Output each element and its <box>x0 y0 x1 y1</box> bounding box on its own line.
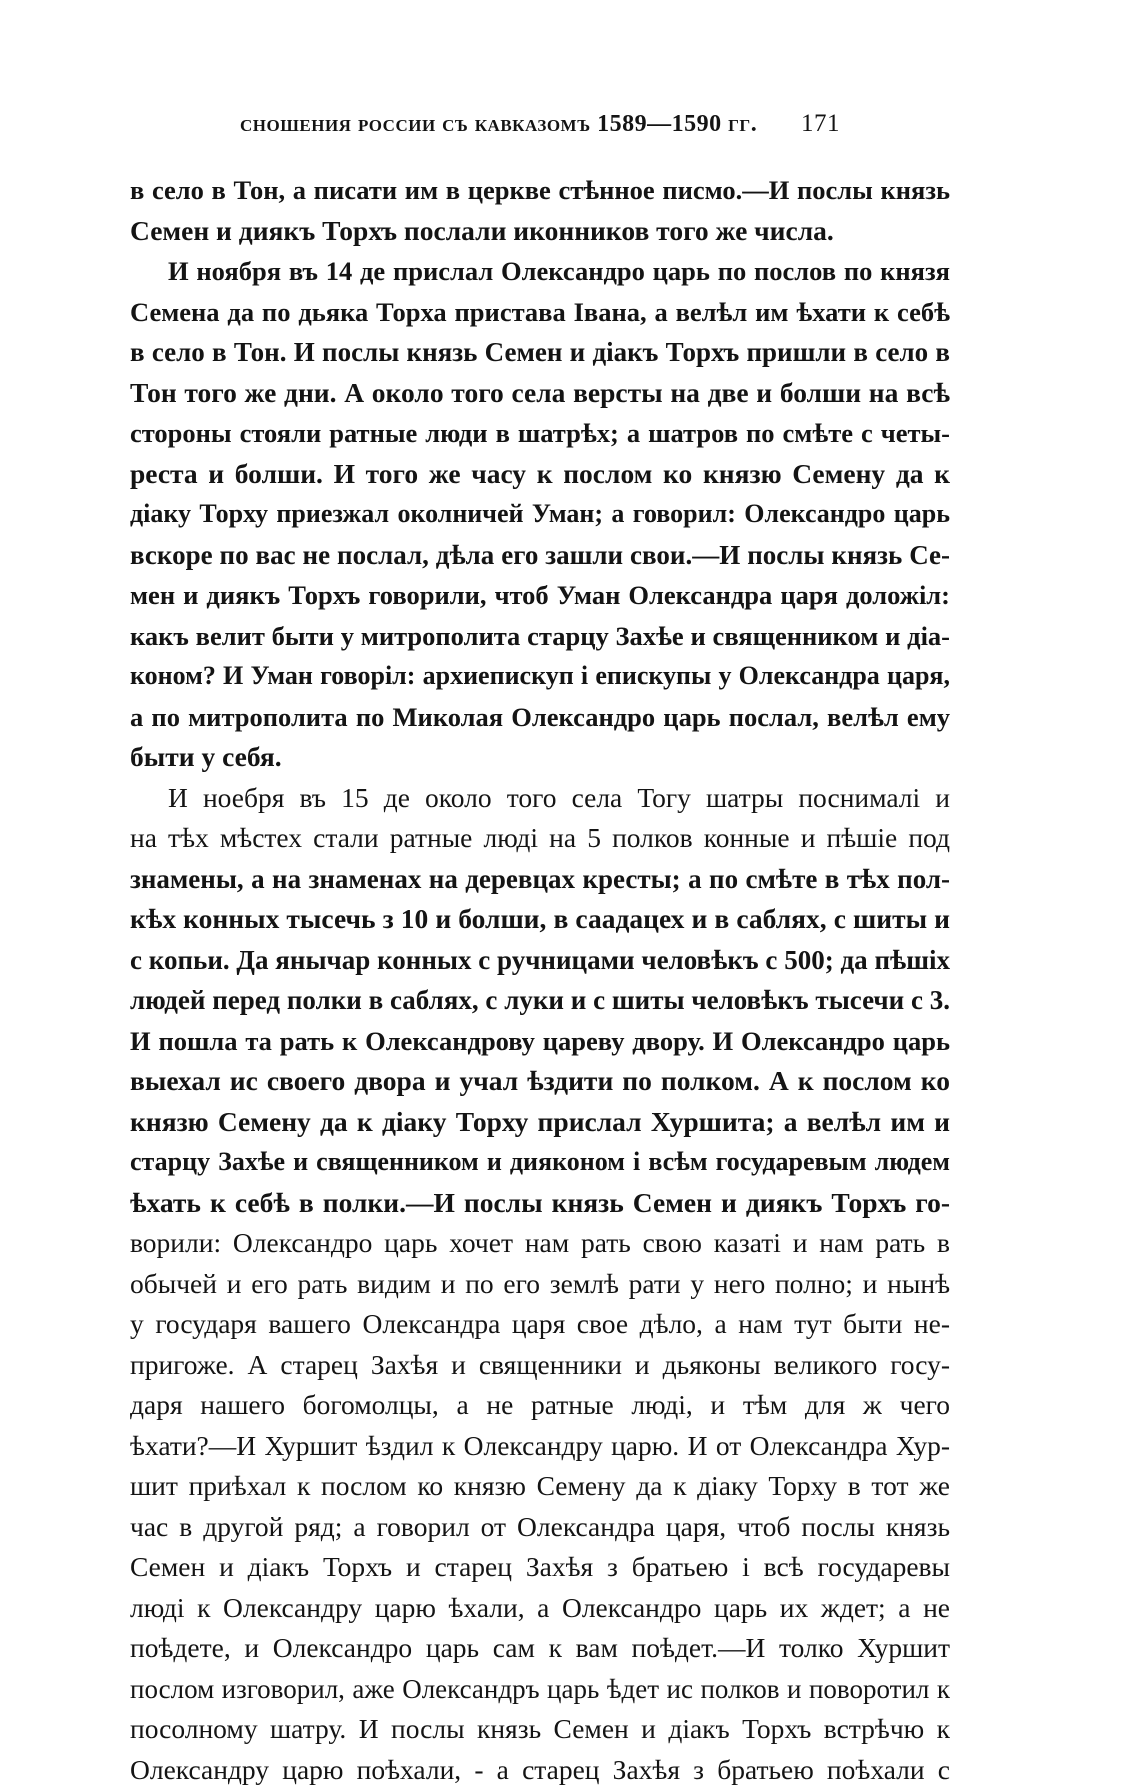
body-text <box>130 170 950 1790</box>
text-line: пригоже. А старец Захѣя и священники и дьяконы великого госу- <box>130 1345 950 1386</box>
text-line: И пошла та рать к Олександрову цареву двору. И Олександро царь <box>130 1021 950 1062</box>
text-line: выехал ис своего двора и учал ѣздити по полком. А к послом ко <box>130 1061 950 1102</box>
text-line: в село в Тон, а писати им в церкве стѣнное писмо.—И послы князь <box>130 170 950 211</box>
text-line: мен и диякъ Торхъ говорили, чтоб Уман Олександра царя доложіл: <box>130 575 950 616</box>
text-line: час в другой ряд; а говорил от Олександра царя, чтоб послы князь <box>130 1507 950 1548</box>
text-line: на тѣх мѣстех стали ратные люді на 5 полков конные и пѣшіе под <box>130 818 950 859</box>
text-line: кѣх конных тысечь з 10 и болши, в саадацех и в саблях, с шиты и <box>130 899 950 940</box>
running-head <box>240 110 840 138</box>
text-line: вскоре по вас не послал, дѣла его зашли свои.—И послы князь Се- <box>130 535 950 576</box>
text-line: діаку Торху приезжал околничей Уман; а говорил: Олександро царь <box>130 494 950 535</box>
text-line: люді к Олександру царю ѣхали, а Олександро царь их ждет; а не <box>130 1588 950 1629</box>
text-line: Тон того же дни. А около того села версты на две и болши на всѣ <box>130 373 950 414</box>
text-line: какъ велит быти у митрополита старцу Захѣе и священником и діа- <box>130 616 950 657</box>
text-line: князю Семену да к діаку Торху прислал Хуршита; а велѣл им и <box>130 1102 950 1143</box>
text-line: И ноебря въ 15 де около того села Тогу шатры поснималі и <box>130 778 950 819</box>
text-line: Семен и діакъ Торхъ и старец Захѣя з братьею і всѣ государевы <box>130 1547 950 1588</box>
text-line: даря нашего богомолцы, а не ратные люді, и тѣм для ж чего <box>130 1385 950 1426</box>
text-line: знамены, а на знаменах на деревцах кресты; а по смѣте в тѣх пол- <box>130 859 950 900</box>
text-line: у государя вашего Олександра царя свое дѣло, а нам тут быти не- <box>130 1304 950 1345</box>
running-head-title: сношения россии съ кавказомъ 1589—1590 гг. <box>240 111 757 138</box>
text-line: ѣхати?—И Хуршит ѣздил к Олександру царю. И от Олександра Хур- <box>130 1426 950 1467</box>
text-line: Семена да по дьяка Торха пристава Івана, а велѣл им ѣхати к себѣ <box>130 292 950 333</box>
text-line: а по митрополита по Миколая Олександро царь послал, велѣл ему <box>130 697 950 738</box>
text-line: Олександру царю поѣхали, - а старец Захѣя з братьею поѣхали с <box>130 1750 950 1790</box>
text-line: посолному шатру. И послы князь Семен и діакъ Торхъ встрѣчю к <box>130 1709 950 1750</box>
page-number: 171 <box>801 110 840 138</box>
text-line: в село в Тон. И послы князь Семен и діакъ Торхъ пришли в село в <box>130 332 950 373</box>
text-line: стороны стояли ратные люди в шатрѣх; а шатров по смѣте с четы- <box>130 413 950 454</box>
text-line: поѣдете, и Олександро царь сам к вам поѣдет.—И толко Хуршит <box>130 1628 950 1669</box>
text-line: Семен и диякъ Торхъ послали иконников того же числа. <box>130 211 950 252</box>
text-line: коном? И Уман говоріл: архиепискуп і епискупы у Олександра царя, <box>130 656 950 697</box>
text-line: ѣхать к себѣ в полки.—И послы князь Семен и диякъ Торхъ го- <box>130 1183 950 1224</box>
text-line: И ноября въ 14 де прислал Олександро царь по послов по князя <box>130 251 950 292</box>
text-line: ворили: Олександро царь хочет нам рать свою казаті и нам рать в <box>130 1223 950 1264</box>
text-line: обычей и его рать видим и по его землѣ рати у него полно; и нынѣ <box>130 1264 950 1305</box>
text-line: шит приѣхал к послом ко князю Семену да к діаку Торху в тот же <box>130 1466 950 1507</box>
text-line: послом изговорил, аже Олександръ царь ѣдет ис полков и поворотил к <box>130 1669 950 1710</box>
text-line: людей перед полки в саблях, с луки и с шиты человѣкъ тысечи с 3. <box>130 980 950 1021</box>
text-line: с копьи. Да янычар конных с ручницами человѣкъ с 500; да пѣшіх <box>130 940 950 981</box>
text-line: старцу Захѣе и священником и дияконом і всѣм государевым людем <box>130 1142 950 1183</box>
text-line: быти у себя. <box>130 737 950 778</box>
text-line: реста и болши. И того же часу к послом ко князю Семену да к <box>130 454 950 495</box>
